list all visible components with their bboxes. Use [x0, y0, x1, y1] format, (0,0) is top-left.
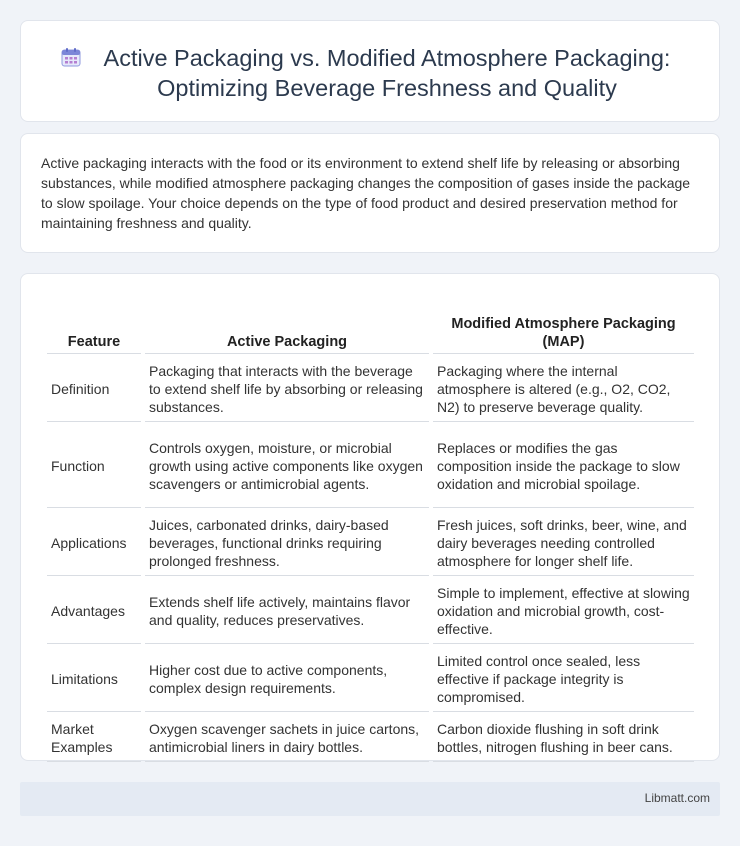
row-feature: Market Examples	[47, 714, 141, 762]
header-map: Modified Atmosphere Packaging (MAP)	[433, 296, 694, 354]
row-map: Simple to implement, effective at slowing oxidation and microbial growth, cost-effective.	[433, 578, 694, 644]
summary-card	[20, 133, 720, 253]
table-row	[47, 510, 694, 576]
footer	[20, 782, 720, 816]
row-active: Oxygen scavenger sachets in juice cartons, antimicrobial liners in dairy bottles.	[145, 714, 429, 762]
table-row	[47, 714, 694, 762]
header-active-packaging: Active Packaging	[145, 296, 429, 354]
row-active: Juices, carbonated drinks, dairy-based beverages, functional drinks requiring prolonged freshness.	[145, 510, 429, 576]
page-title	[21, 43, 719, 103]
row-map: Fresh juices, soft drinks, beer, wine, and dairy beverages needing controlled atmosphere for longer shelf life.	[433, 510, 694, 576]
row-active: Packaging that interacts with the beverage to extend shelf life by absorbing or releasing substances.	[145, 356, 429, 422]
table-row	[47, 578, 694, 644]
table-row	[47, 646, 694, 712]
row-feature: Applications	[47, 510, 141, 576]
table-row	[47, 356, 694, 422]
comparison-table-card	[20, 273, 720, 761]
comparison-table	[43, 294, 698, 764]
footer-site-link[interactable]: Libmatt.com	[644, 791, 710, 805]
row-feature: Function	[47, 424, 141, 508]
row-map: Packaging where the internal atmosphere is altered (e.g., O2, CO2, N2) to preserve beverage quality.	[433, 356, 694, 422]
row-active: Extends shelf life actively, maintains flavor and quality, reduces preservatives.	[145, 578, 429, 644]
page-title-line-2: Optimizing Beverage Freshness and Quality	[157, 75, 617, 101]
row-feature: Advantages	[47, 578, 141, 644]
row-map: Limited control once sealed, less effective if package integrity is compromised.	[433, 646, 694, 712]
row-active: Controls oxygen, moisture, or microbial growth using active components like oxygen scavengers or antimicrobial agents.	[145, 424, 429, 508]
row-map: Carbon dioxide flushing in soft drink bottles, nitrogen flushing in beer cans.	[433, 714, 694, 762]
row-feature: Limitations	[47, 646, 141, 712]
row-active: Higher cost due to active components, complex design requirements.	[145, 646, 429, 712]
table-row	[47, 424, 694, 508]
row-feature: Definition	[47, 356, 141, 422]
row-map: Replaces or modifies the gas composition inside the package to slow oxidation and microbial spoilage.	[433, 424, 694, 508]
header-feature: Feature	[47, 296, 141, 354]
summary-paragraph: Active packaging interacts with the food or its environment to extend shelf life by releasing or absorbing substances, while modified atmosphere packaging changes the composition of gases inside the package to slow spoilage. Your choice depends on the type of food product and desired preservation method for maintaining freshness and quality.	[41, 155, 691, 231]
table-header-row	[47, 296, 694, 354]
title-card	[20, 20, 720, 122]
page-title-line-1: Active Packaging vs. Modified Atmosphere Packaging:	[103, 45, 671, 71]
